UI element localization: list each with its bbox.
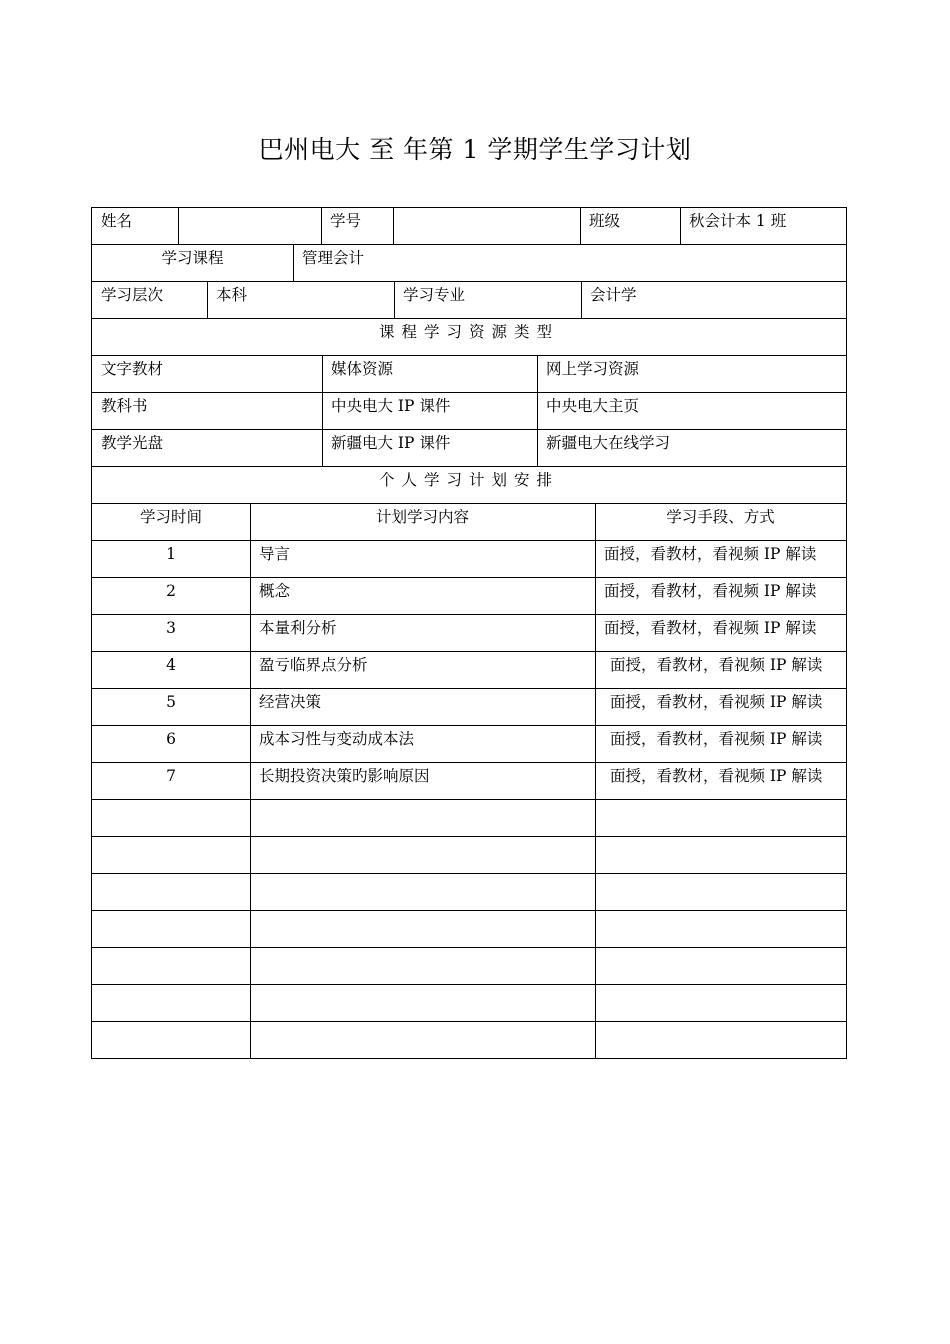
plan-method-cell: 面授，看教材，看视频 IP 解读 — [610, 767, 823, 785]
plan-time-cell — [92, 948, 250, 984]
level-label: 学习层次 — [101, 286, 164, 304]
resources-header: 课程学习资源类型 — [378, 323, 559, 341]
table-row — [91, 836, 847, 873]
plan-content-cell: 长期投资决策旳影响原因 — [259, 767, 430, 785]
resources-header-row — [91, 318, 847, 355]
plan-time-cell: 5 — [166, 693, 176, 711]
plan-method-cell — [595, 837, 846, 873]
plan-time-cell: 3 — [166, 619, 176, 637]
table-row — [91, 651, 847, 688]
plan-col-method: 学习手段、方式 — [666, 508, 775, 526]
plan-col-time: 学习时间 — [139, 508, 202, 526]
resources-columns-row — [91, 355, 847, 392]
plan-content-cell: 成本习性与变动成本法 — [259, 730, 415, 748]
plan-content-cell: 本量利分析 — [259, 619, 337, 637]
plan-header-row — [91, 466, 847, 503]
info-row-course — [91, 244, 847, 281]
table-row — [91, 577, 847, 614]
page-title: 巴州电大 至 年第 1 学期学生学习计划 — [258, 135, 692, 164]
plan-method-cell — [595, 800, 846, 836]
table-row — [91, 947, 847, 984]
resource-cell: 教学光盘 — [101, 434, 164, 452]
plan-method-cell: 面授，看教材，看视频 IP 解读 — [610, 656, 823, 674]
plan-columns-row — [91, 503, 847, 540]
plan-content-cell: 经营决策 — [259, 693, 322, 711]
plan-content-cell: 概念 — [259, 582, 291, 600]
table-row — [91, 1021, 847, 1059]
table-row — [91, 614, 847, 651]
plan-content-cell — [250, 985, 595, 1021]
plan-content-cell — [250, 837, 595, 873]
table-row — [91, 873, 847, 910]
plan-method-cell: 面授，看教材，看视频 IP 解读 — [604, 545, 817, 563]
class-value: 秋会计本 1 班 — [689, 212, 787, 230]
course-value: 管理会计 — [302, 249, 365, 267]
name-label: 姓名 — [101, 212, 133, 230]
plan-time-cell: 1 — [166, 545, 176, 563]
resources-row — [91, 392, 847, 429]
plan-header: 个人学习计划安排 — [378, 471, 559, 489]
info-row-basic — [91, 207, 847, 244]
name-value — [178, 208, 321, 244]
resource-cell: 教科书 — [101, 397, 148, 415]
resource-col-online: 网上学习资源 — [546, 360, 640, 378]
plan-method-cell — [595, 1022, 846, 1058]
plan-content-cell: 盈亏临界点分析 — [259, 656, 368, 674]
plan-time-cell: 4 — [166, 656, 176, 674]
plan-content-cell — [250, 874, 595, 910]
resource-cell: 新疆电大在线学习 — [546, 434, 671, 452]
class-label: 班级 — [589, 212, 621, 230]
plan-method-cell — [595, 985, 846, 1021]
plan-content-cell: 导言 — [259, 545, 291, 563]
plan-method-cell: 面授，看教材，看视频 IP 解读 — [610, 730, 823, 748]
table-row — [91, 910, 847, 947]
plan-time-cell — [92, 911, 250, 947]
resource-col-media: 媒体资源 — [331, 360, 394, 378]
resources-row — [91, 429, 847, 466]
resource-cell: 新疆电大 IP 课件 — [331, 434, 451, 452]
plan-method-cell — [595, 948, 846, 984]
level-value: 本科 — [216, 286, 248, 304]
plan-time-cell — [92, 837, 250, 873]
course-label: 学习课程 — [161, 249, 224, 267]
id-label: 学号 — [330, 212, 362, 230]
plan-content-cell — [250, 1022, 595, 1058]
plan-content-cell — [250, 948, 595, 984]
plan-time-cell — [92, 800, 250, 836]
plan-time-cell — [92, 874, 250, 910]
plan-content-cell — [250, 800, 595, 836]
major-value: 会计学 — [590, 286, 637, 304]
table-row — [91, 762, 847, 799]
id-value — [393, 208, 580, 244]
resource-col-text: 文字教材 — [101, 360, 164, 378]
plan-time-cell — [92, 1022, 250, 1058]
plan-method-cell — [595, 911, 846, 947]
info-row-level — [91, 281, 847, 318]
plan-time-cell: 2 — [166, 582, 176, 600]
table-row — [91, 688, 847, 725]
table-row — [91, 540, 847, 577]
plan-col-content: 计划学习内容 — [375, 508, 469, 526]
major-label: 学习专业 — [403, 286, 466, 304]
plan-time-cell: 7 — [166, 767, 176, 785]
resource-cell: 中央电大 IP 课件 — [331, 397, 451, 415]
table-row — [91, 984, 847, 1021]
plan-content-cell — [250, 911, 595, 947]
plan-time-cell: 6 — [166, 730, 176, 748]
plan-method-cell: 面授，看教材，看视频 IP 解读 — [604, 619, 817, 637]
resource-cell: 中央电大主页 — [546, 397, 640, 415]
plan-method-cell — [595, 874, 846, 910]
plan-time-cell — [92, 985, 250, 1021]
plan-method-cell: 面授，看教材，看视频 IP 解读 — [604, 582, 817, 600]
table-row — [91, 725, 847, 762]
table-row — [91, 799, 847, 836]
plan-method-cell: 面授，看教材，看视频 IP 解读 — [610, 693, 823, 711]
